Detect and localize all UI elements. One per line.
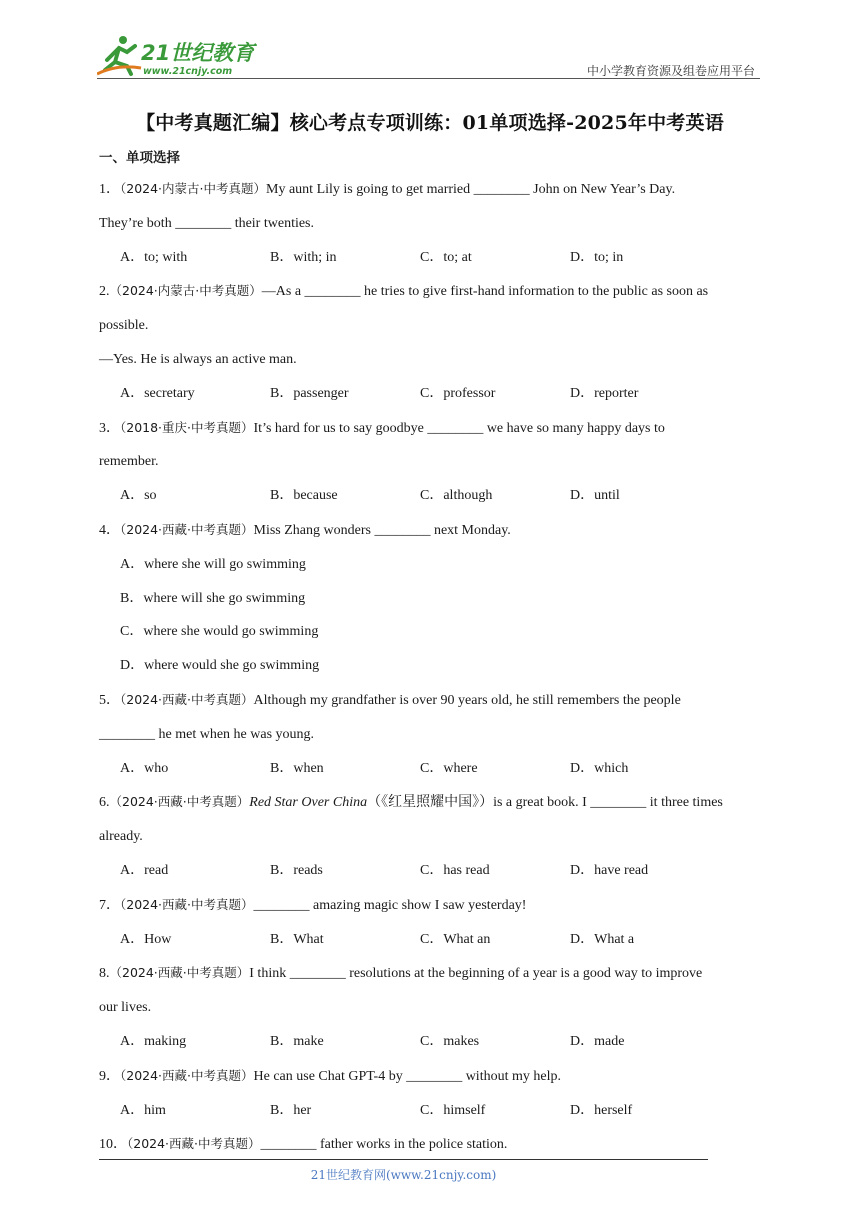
question-stem <box>99 274 763 309</box>
answer-options <box>99 1025 763 1059</box>
question-source: （2024·西藏·中考真题） <box>127 1136 261 1152</box>
answer-option[interactable]: B．reads <box>270 862 323 878</box>
answer-options <box>99 752 763 786</box>
runner-icon <box>97 36 141 74</box>
answer-option[interactable]: D．have read <box>570 862 649 878</box>
question-stem-continued: already. <box>99 829 143 845</box>
question-number: 8. <box>99 966 110 982</box>
answer-option[interactable]: C．What an <box>420 931 491 947</box>
answer-options <box>99 377 763 411</box>
answer-option[interactable]: C．where <box>420 760 478 776</box>
logo <box>97 34 257 78</box>
question-number: 5． <box>99 692 120 708</box>
answer-option[interactable]: A．him <box>120 1102 166 1118</box>
answer-option[interactable]: A．who <box>120 760 169 776</box>
question-1 <box>99 172 763 274</box>
header-divider <box>97 78 760 79</box>
page-title: 【中考真题汇编】核心考点专项训练：01单项选择-2025年中考英语 <box>136 112 724 134</box>
answer-option[interactable]: C．to; at <box>420 249 472 265</box>
answer-options <box>99 1094 763 1128</box>
answer-option[interactable]: B．passenger <box>270 385 349 401</box>
question-source: （2024·西藏·中考真题） <box>120 521 254 537</box>
answer-option[interactable]: A．where she will go swimming <box>120 556 306 572</box>
answer-option[interactable]: D．until <box>570 488 620 504</box>
question-number: 9． <box>99 1068 120 1084</box>
answer-option[interactable]: D．reporter <box>570 385 639 401</box>
answer-option[interactable]: D．where would she go swimming <box>120 658 320 674</box>
question-stem <box>99 888 763 923</box>
question-text: ________ amazing magic show I saw yesterday! <box>253 897 527 913</box>
question-number: 4． <box>99 522 120 538</box>
answer-option[interactable]: C．where she would go swimming <box>120 624 319 640</box>
question-text: ________ father works in the police station. <box>260 1137 508 1153</box>
answer-option[interactable]: D．made <box>570 1033 625 1049</box>
footer-link[interactable]: 21世纪教育网(www.21cnjy.com) <box>310 1168 497 1182</box>
question-number: 3． <box>99 420 120 436</box>
question-5 <box>99 683 763 785</box>
question-8 <box>99 956 763 1058</box>
question-stem <box>99 1059 763 1094</box>
question-number: 1． <box>99 182 120 197</box>
question-source: （2024·西藏·中考真题） <box>120 896 254 912</box>
question-stem <box>99 683 763 718</box>
question-number: 6. <box>99 795 110 811</box>
answer-option[interactable]: B．What <box>270 931 324 947</box>
question-text: My aunt Lily is going to get married ________ John on New Year’s Day. <box>266 182 676 197</box>
answer-option[interactable]: D．herself <box>570 1102 633 1118</box>
answer-option[interactable]: C．himself <box>420 1102 486 1118</box>
answer-option[interactable]: A．How <box>120 931 172 947</box>
question-10 <box>99 1127 763 1162</box>
question-stem-continued: —Yes. He is always an active man. <box>99 351 297 367</box>
answer-option[interactable]: C．professor <box>420 385 496 401</box>
question-text: （《红星照耀中国》）is a great book. I ________ it three times <box>367 795 723 811</box>
footer-divider <box>99 1159 708 1160</box>
question-4 <box>99 513 763 683</box>
question-number: 2. <box>99 284 110 300</box>
answer-options <box>99 923 763 957</box>
question-9 <box>99 1059 763 1128</box>
question-source: （2024·西藏·中考真题） <box>120 691 254 707</box>
answer-options <box>99 479 763 513</box>
answer-option[interactable]: C．makes <box>420 1033 480 1049</box>
answer-option[interactable]: D．to; in <box>570 249 624 265</box>
answer-option[interactable]: B．her <box>270 1102 312 1118</box>
question-source: （2018·重庆·中考真题） <box>120 419 254 435</box>
answer-option[interactable]: B．make <box>270 1033 324 1049</box>
question-text: Miss Zhang wonders ________ next Monday. <box>253 522 511 538</box>
logo-url: www.21cnjy.com <box>143 66 233 77</box>
question-stem <box>99 172 763 207</box>
page-header <box>97 30 760 80</box>
answer-options <box>99 241 763 275</box>
question-stem-continued: ________ he met when he was young. <box>99 726 315 742</box>
platform-text: 中小学教育资源及组卷应用平台 <box>586 64 755 78</box>
question-text: Although my grandfather is over 90 years old, he still remembers the people <box>253 692 681 708</box>
question-stem-continued: possible. <box>99 318 149 334</box>
question-stem-continued: They’re both ________ their twenties. <box>99 215 315 231</box>
question-text: He can use Chat GPT-4 by ________ without my help. <box>253 1068 561 1084</box>
question-7 <box>99 888 763 957</box>
question-number: 10． <box>99 1137 127 1153</box>
question-stem-continued: our lives. <box>99 1000 152 1016</box>
book-title: Red Star Over China <box>249 795 368 811</box>
answer-option[interactable]: D．which <box>570 760 629 776</box>
question-stem <box>99 956 763 991</box>
answer-option[interactable]: C．although <box>420 488 493 504</box>
question-source: （2024·西藏·中考真题） <box>109 965 250 981</box>
answer-option[interactable]: B．when <box>270 760 324 776</box>
question-source: （2024·西藏·中考真题） <box>109 794 250 810</box>
answer-option[interactable]: C．has read <box>420 862 490 878</box>
question-text: It’s hard for us to say goodbye ________ we have so many happy days to <box>253 420 665 436</box>
answer-option[interactable]: B．where will she go swimming <box>120 590 306 606</box>
question-stem-continued: remember. <box>99 454 159 470</box>
question-stem <box>99 785 763 820</box>
question-3 <box>99 411 763 513</box>
answer-option[interactable]: A．making <box>120 1033 187 1049</box>
question-stem <box>99 411 763 446</box>
logo-text: 21世纪教育 <box>141 41 255 65</box>
answer-option[interactable]: B．with; in <box>270 249 337 265</box>
question-stem <box>99 1127 763 1162</box>
question-text: —As a ________ he tries to give first-hand information to the public as soon as <box>261 284 709 300</box>
question-source: （2024·西藏·中考真题） <box>120 1067 254 1083</box>
answer-option[interactable]: A．secretary <box>120 385 195 401</box>
question-6 <box>99 785 763 887</box>
answer-options <box>99 854 763 888</box>
question-text: I think ________ resolutions at the beginning of a year is a good way to improve <box>249 966 703 982</box>
question-source: （2024·内蒙古·中考真题） <box>109 283 262 299</box>
question-2 <box>99 274 763 410</box>
answer-option[interactable]: A．so <box>120 488 157 504</box>
question-list <box>99 172 763 1162</box>
question-source: （2024·内蒙古·中考真题） <box>120 181 267 196</box>
answer-option[interactable]: A．read <box>120 862 169 878</box>
section-title: 一、单项选择 <box>99 150 180 166</box>
question-number: 7． <box>99 897 120 913</box>
question-stem <box>99 513 763 548</box>
answer-option[interactable]: A．to; with <box>120 249 188 265</box>
answer-option[interactable]: D．What a <box>570 931 635 947</box>
answer-option[interactable]: B．because <box>270 488 338 504</box>
